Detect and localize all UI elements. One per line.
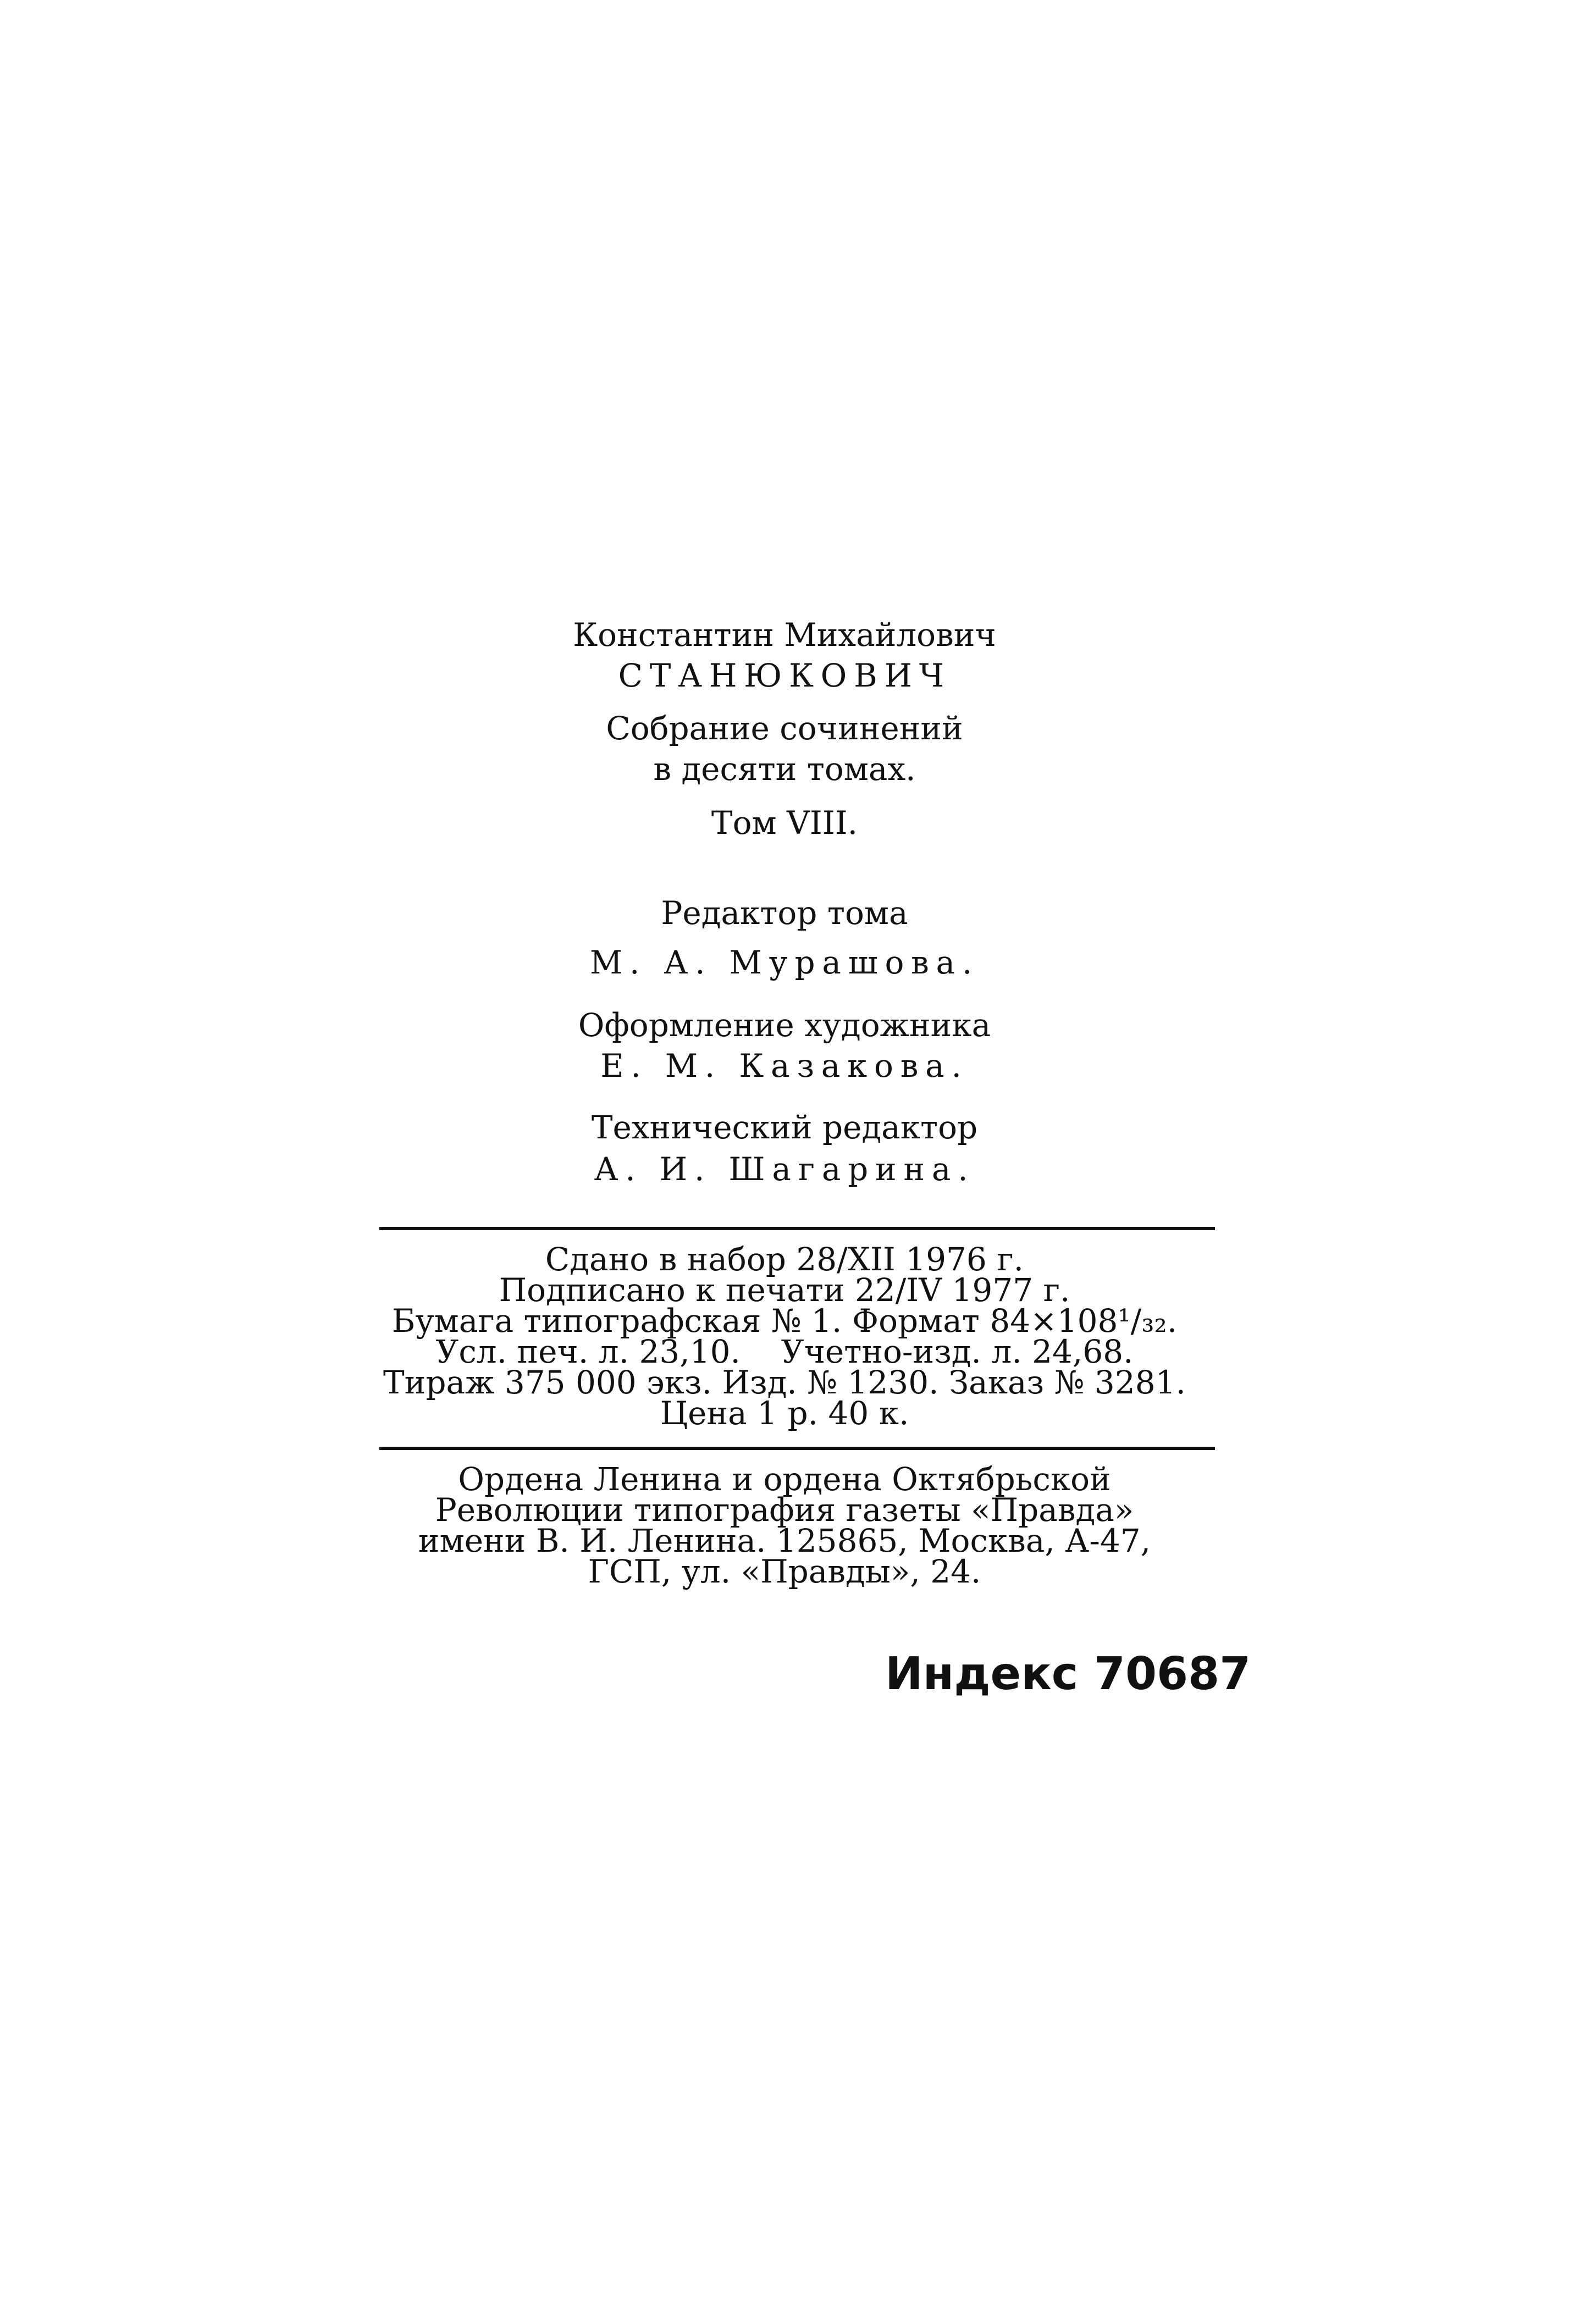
printer-line1: Ордена Ленина и ордена Октябрьской [458, 1460, 1111, 1498]
print-info-line4: Усл. печ. л. 23,10. Учетно-изд. л. 24,68. [435, 1333, 1134, 1370]
tech-editor-name: А. И. Шагарина. [594, 1150, 975, 1188]
volume-number: Том VIII. [711, 804, 858, 842]
print-info-line6: Цена 1 р. 40 к. [660, 1395, 909, 1432]
collection-title-line1: Собрание сочинений [606, 710, 963, 747]
author-first-name: Константин Михайлович [573, 616, 996, 654]
printer-line3: имени В. И. Ленина. 125865, Москва, А-47, [418, 1522, 1151, 1559]
printer-line4: ГСП, ул. «Правды», 24. [588, 1553, 981, 1590]
divider-bottom [379, 1447, 1215, 1450]
collection-title-line2: в десяти томах. [653, 750, 916, 788]
designer-role: Оформление художника [578, 1006, 991, 1044]
print-info-line5: Тираж 375 000 экз. Изд. № 1230. Заказ № 3281. [383, 1364, 1186, 1401]
print-info-line3: Бумага типографская № 1. Формат 84×108¹/₃₂. [391, 1302, 1178, 1340]
print-info-line2: Подписано к печати 22/IV 1977 г. [499, 1271, 1070, 1309]
editor-name: М. А. Мурашова. [589, 944, 980, 981]
author-last-name: СТАНЮКОВИЧ [618, 657, 951, 694]
catalog-index: Индекс 70687 [885, 1648, 1251, 1700]
divider-top [379, 1227, 1215, 1230]
printer-line2: Революции типография газеты «Правда» [435, 1491, 1134, 1529]
print-info-line1: Сдано в набор 28/XII 1976 г. [545, 1241, 1024, 1278]
designer-name: Е. М. Казакова. [600, 1047, 969, 1084]
tech-editor-role: Технический редактор [591, 1109, 978, 1146]
editor-role: Редактор тома [661, 894, 908, 932]
